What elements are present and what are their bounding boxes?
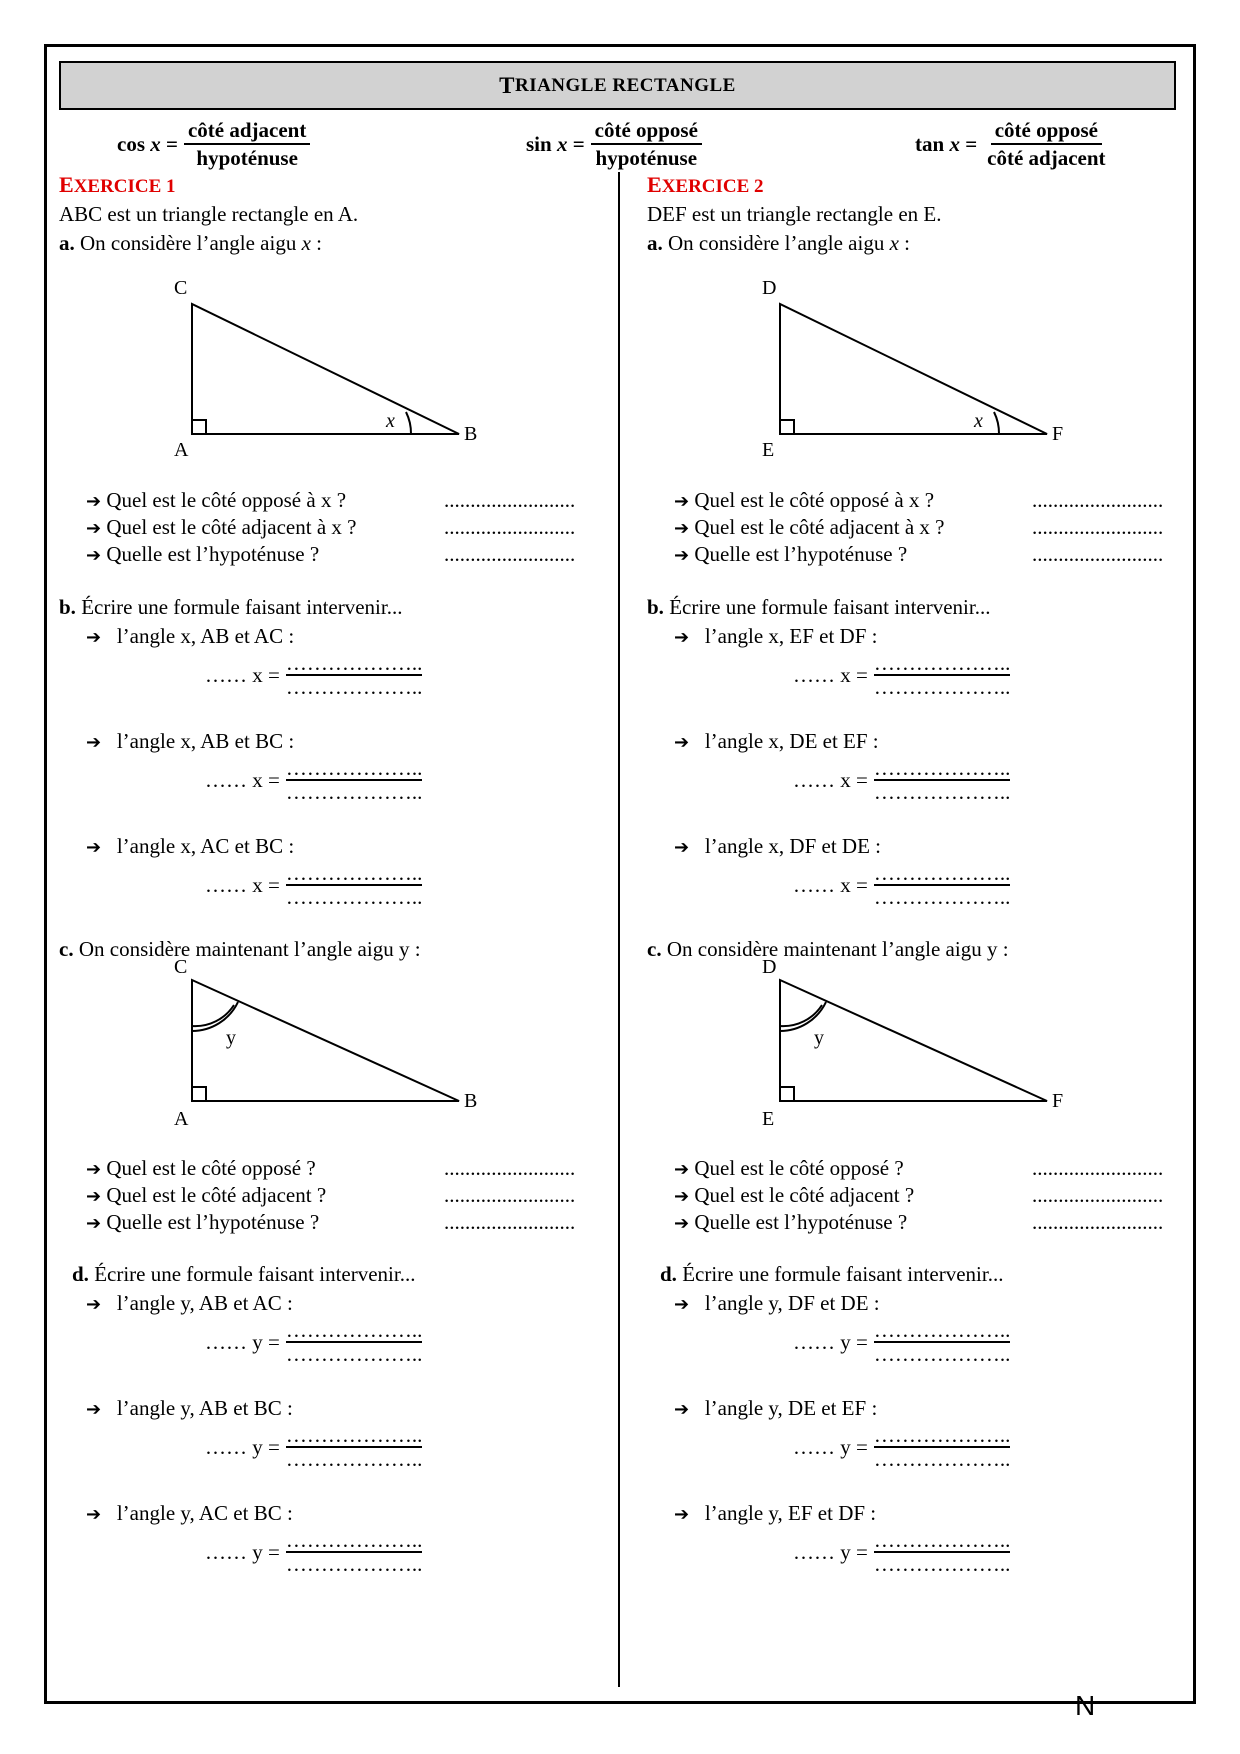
formula-answer: …… x = $\frac{\dots\dots\dots\dots\dots\dots..}{\dots\dots\dots\dots\dots\dots..}$: [793, 651, 1011, 699]
right-arrow-icon: ➔: [86, 627, 102, 648]
answer-blank[interactable]: .........................: [1032, 1156, 1164, 1180]
numerator-blank[interactable]: ………………..: [873, 651, 1011, 675]
right-arrow-icon: ➔: [86, 1504, 102, 1525]
tan-formula: tan x = $\frac{\text{côté opposé}}{\text{côté adjacent}}$: [915, 118, 1106, 170]
vertex-label-corner: E: [762, 439, 775, 461]
numerator-blank[interactable]: ………………..: [873, 861, 1011, 885]
triangle-figure-x: [164, 274, 504, 461]
exercise-intro: ABC est un triangle rectangle en A.: [59, 202, 359, 226]
right-angle-mark: [192, 1087, 206, 1101]
question-item: ➔ Quelle est l’hypoténuse ?: [86, 542, 320, 566]
answer-blank[interactable]: .........................: [444, 1156, 576, 1180]
question-b: b. Écrire une formule faisant intervenir...: [647, 595, 991, 619]
triangle-figure-x: [752, 274, 1092, 461]
question-item: ➔ Quelle est l’hypoténuse ?: [86, 1210, 320, 1234]
question-item: ➔ Quel est le côté opposé ?: [674, 1156, 904, 1180]
formula-answer: …… y = $\frac{\dots\dots\dots\dots\dots\dots..}{\dots\dots\dots\dots\dots\dots..}$: [205, 1318, 423, 1366]
triangle-shape: [192, 304, 459, 434]
fold-corner-icon: N: [1075, 1690, 1096, 1721]
right-arrow-icon: ➔: [674, 1213, 690, 1234]
triangle-shape: [780, 304, 1047, 434]
denominator-blank[interactable]: ………………..: [873, 1552, 1011, 1576]
question-item: ➔ Quelle est l’hypoténuse ?: [674, 1210, 908, 1234]
triangle-figure-y: [164, 955, 504, 1135]
right-angle-mark: [192, 420, 206, 434]
formula-item: ➔ l’angle y, EF et DF :: [674, 1501, 877, 1525]
vertex-label-top: D: [762, 956, 777, 978]
question-item: ➔ Quel est le côté adjacent à x ?: [86, 515, 357, 539]
question-item: ➔ Quelle est l’hypoténuse ?: [674, 542, 908, 566]
formula-item: ➔ l’angle y, AB et AC :: [86, 1291, 293, 1315]
question-b: b. Écrire une formule faisant intervenir...: [59, 595, 403, 619]
sin-formula: sin x = $\frac{\text{côté opposé}}{\text{hypoténuse}}$: [526, 118, 702, 171]
numerator-blank[interactable]: ………………..: [873, 1423, 1011, 1447]
denominator-blank[interactable]: ………………..: [873, 885, 1011, 909]
right-arrow-icon: ➔: [674, 1159, 690, 1180]
formula-answer: …… x = $\frac{\dots\dots\dots\dots\dots\dots..}{\dots\dots\dots\dots\dots\dots..}$: [793, 861, 1011, 909]
denominator-blank[interactable]: ………………..: [873, 780, 1011, 804]
right-arrow-icon: ➔: [674, 545, 690, 566]
question-item: ➔ Quel est le côté adjacent à x ?: [674, 515, 945, 539]
numerator-blank[interactable]: ………………..: [285, 1318, 423, 1342]
answer-blank[interactable]: .........................: [444, 1210, 576, 1234]
denominator-blank[interactable]: ………………..: [873, 675, 1011, 699]
exercise-title: EXERCICE 2: [647, 172, 764, 197]
right-arrow-icon: ➔: [674, 627, 690, 648]
numerator-blank[interactable]: ………………..: [285, 1423, 423, 1447]
vertex-label-right: F: [1052, 1090, 1064, 1112]
right-arrow-icon: ➔: [674, 732, 690, 753]
denominator-blank[interactable]: ………………..: [873, 1447, 1011, 1471]
numerator-blank[interactable]: ………………..: [873, 1318, 1011, 1342]
formula-item: ➔ l’angle x, AB et AC :: [86, 624, 295, 648]
formula-item: ➔ l’angle y, AB et BC :: [86, 1396, 293, 1420]
right-arrow-icon: ➔: [86, 545, 102, 566]
vertex-label-right: B: [464, 1090, 478, 1112]
formula-answer: …… y = $\frac{\dots\dots\dots\dots\dots\dots..}{\dots\dots\dots\dots\dots\dots..}$: [793, 1528, 1011, 1576]
denominator-blank[interactable]: ………………..: [285, 780, 423, 804]
formula-item: ➔ l’angle x, AC et BC :: [86, 834, 295, 858]
question-item: ➔ Quel est le côté opposé à x ?: [86, 488, 347, 512]
right-arrow-icon: ➔: [86, 518, 102, 539]
answer-blank[interactable]: .........................: [444, 542, 576, 566]
question-a: a. On considère l’angle aigu x :: [59, 231, 323, 255]
formula-item: ➔ l’angle x, DE et EF :: [674, 729, 879, 753]
vertex-label-top: C: [174, 277, 188, 299]
formula-answer: …… x = $\frac{\dots\dots\dots\dots\dots\dots..}{\dots\dots\dots\dots\dots\dots..}$: [793, 756, 1011, 804]
numerator-blank[interactable]: ………………..: [285, 861, 423, 885]
right-arrow-icon: ➔: [86, 837, 102, 858]
page-title: T RIANGLE RECTANGLE: [59, 61, 1176, 110]
triangle-figure-y: [752, 955, 1092, 1135]
answer-blank[interactable]: .........................: [1032, 488, 1164, 512]
angle-arc: [406, 412, 411, 434]
right-arrow-icon: ➔: [674, 1504, 690, 1525]
formula-item: ➔ l’angle y, AC et BC :: [86, 1501, 293, 1525]
angle-label: x: [974, 410, 983, 432]
formula-answer: …… x = $\frac{\dots\dots\dots\dots\dots\dots..}{\dots\dots\dots\dots\dots\dots..}$: [205, 756, 423, 804]
exercise-intro: DEF est un triangle rectangle en E.: [647, 202, 942, 226]
vertex-label-corner: A: [174, 1108, 189, 1130]
angle-label: y: [814, 1027, 824, 1049]
right-arrow-icon: ➔: [86, 1213, 102, 1234]
right-arrow-icon: ➔: [86, 1294, 102, 1315]
formula-item: ➔ l’angle x, AB et BC :: [86, 729, 295, 753]
right-arrow-icon: ➔: [674, 1294, 690, 1315]
right-arrow-icon: ➔: [86, 1159, 102, 1180]
vertex-label-right: F: [1052, 423, 1064, 445]
numerator-blank[interactable]: ………………..: [873, 1528, 1011, 1552]
numerator-blank[interactable]: ………………..: [285, 1528, 423, 1552]
vertex-label-corner: A: [174, 439, 189, 461]
vertex-label-top: C: [174, 956, 188, 978]
vertex-label-top: D: [762, 277, 777, 299]
right-arrow-icon: ➔: [86, 1399, 102, 1420]
question-item: ➔ Quel est le côté opposé à x ?: [674, 488, 935, 512]
question-c: c. On considère maintenant l’angle aigu y :: [647, 937, 1009, 961]
denominator-blank[interactable]: ………………..: [285, 1447, 423, 1471]
answer-blank[interactable]: .........................: [1032, 542, 1164, 566]
column-divider: [618, 172, 620, 1687]
answer-blank[interactable]: .........................: [444, 515, 576, 539]
answer-blank[interactable]: .........................: [444, 488, 576, 512]
vertex-label-corner: E: [762, 1108, 775, 1130]
question-d: d. Écrire une formule faisant intervenir...: [660, 1262, 1004, 1286]
formula-item: ➔ l’angle x, DF et DE :: [674, 834, 881, 858]
right-arrow-icon: ➔: [674, 1186, 690, 1207]
right-arrow-icon: ➔: [86, 1186, 102, 1207]
right-angle-mark: [780, 1087, 794, 1101]
right-arrow-icon: ➔: [674, 837, 690, 858]
denominator-blank[interactable]: ………………..: [285, 885, 423, 909]
denominator-blank[interactable]: ………………..: [285, 1552, 423, 1576]
vertex-label-right: B: [464, 423, 478, 445]
question-item: ➔ Quel est le côté adjacent ?: [674, 1183, 915, 1207]
formula-answer: …… y = $\frac{\dots\dots\dots\dots\dots\dots..}{\dots\dots\dots\dots\dots\dots..}$: [793, 1318, 1011, 1366]
numerator-blank[interactable]: ………………..: [285, 756, 423, 780]
question-item: ➔ Quel est le côté adjacent ?: [86, 1183, 327, 1207]
formula-answer: …… x = $\frac{\dots\dots\dots\dots\dots\dots..}{\dots\dots\dots\dots\dots\dots..}$: [205, 861, 423, 909]
formula-answer: …… x = $\frac{\dots\dots\dots\dots\dots\dots..}{\dots\dots\dots\dots\dots\dots..}$: [205, 651, 423, 699]
question-a: a. On considère l’angle aigu x :: [647, 231, 911, 255]
denominator-blank[interactable]: ………………..: [873, 1342, 1011, 1366]
formula-item: ➔ l’angle y, DF et DE :: [674, 1291, 880, 1315]
formula-item: ➔ l’angle y, DE et EF :: [674, 1396, 878, 1420]
angle-label: x: [386, 410, 395, 432]
question-item: ➔ Quel est le côté opposé ?: [86, 1156, 316, 1180]
formula-answer: …… y = $\frac{\dots\dots\dots\dots\dots\dots..}{\dots\dots\dots\dots\dots\dots..}$: [793, 1423, 1011, 1471]
numerator-blank[interactable]: ………………..: [873, 756, 1011, 780]
question-d: d. Écrire une formule faisant intervenir...: [72, 1262, 416, 1286]
answer-blank[interactable]: .........................: [1032, 1183, 1164, 1207]
right-angle-mark: [780, 420, 794, 434]
formula-answer: …… y = $\frac{\dots\dots\dots\dots\dots\dots..}{\dots\dots\dots\dots\dots\dots..}$: [205, 1423, 423, 1471]
answer-blank[interactable]: .........................: [1032, 1210, 1164, 1234]
right-arrow-icon: ➔: [674, 518, 690, 539]
denominator-blank[interactable]: ………………..: [285, 1342, 423, 1366]
formula-item: ➔ l’angle x, EF et DF :: [674, 624, 878, 648]
question-c: c. On considère maintenant l’angle aigu y :: [59, 937, 421, 961]
right-arrow-icon: ➔: [674, 1399, 690, 1420]
right-arrow-icon: ➔: [86, 732, 102, 753]
numerator-blank[interactable]: ………………..: [285, 651, 423, 675]
answer-blank[interactable]: .........................: [444, 1183, 576, 1207]
right-arrow-icon: ➔: [674, 491, 690, 512]
cos-formula: cos x = $\frac{\text{côté adjacent}}{\text{hypoténuse}}$: [117, 118, 310, 171]
formula-answer: …… y = $\frac{\dots\dots\dots\dots\dots\dots..}{\dots\dots\dots\dots\dots\dots..}$: [205, 1528, 423, 1576]
exercise-title: EXERCICE 1: [59, 172, 176, 197]
angle-label: y: [226, 1027, 236, 1049]
right-arrow-icon: ➔: [86, 491, 102, 512]
angle-arc: [994, 412, 999, 434]
denominator-blank[interactable]: ………………..: [285, 675, 423, 699]
answer-blank[interactable]: .........................: [1032, 515, 1164, 539]
